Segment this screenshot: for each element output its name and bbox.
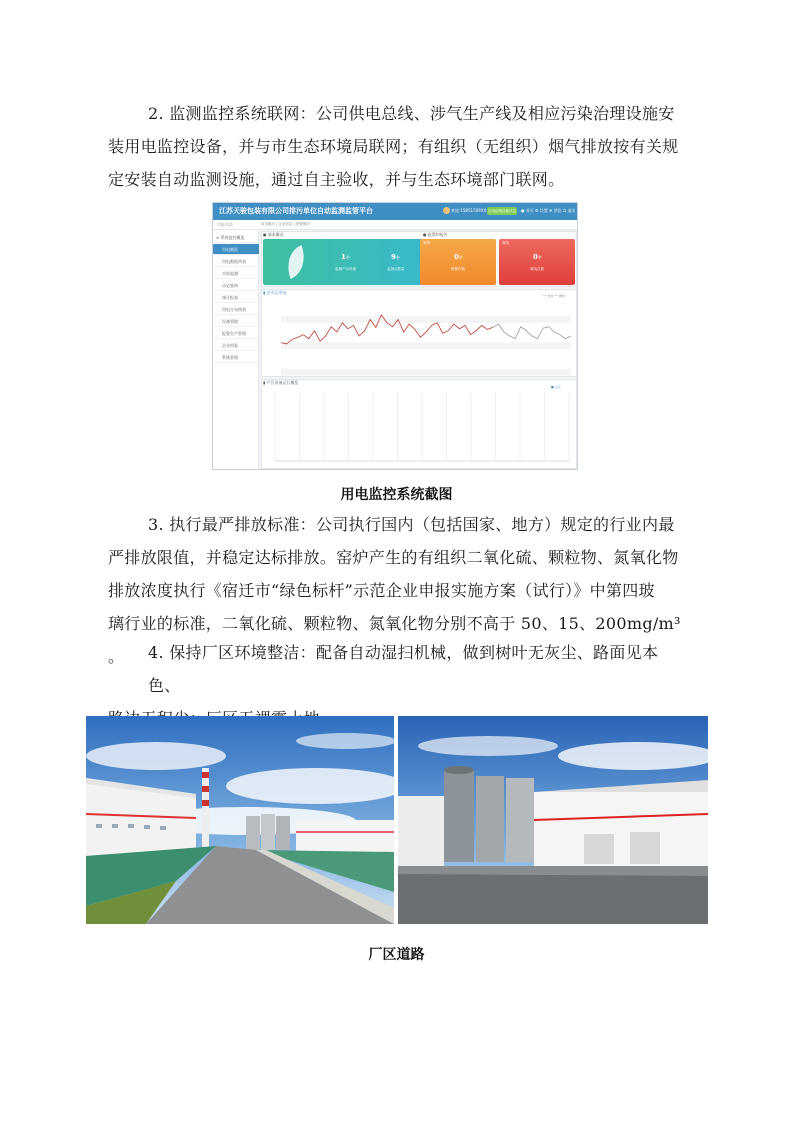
sidebar-item: 设备管理 (213, 316, 259, 327)
factory-road-photo-right (398, 716, 708, 924)
sidebar (213, 230, 259, 470)
chart-grid-band (281, 343, 571, 350)
text-line: 璃行业的标准，二氧化硫、颗粒物、氮氧化物分别不高于 50、15、200mg/m³ 。 (108, 614, 681, 666)
paragraph-monitoring (108, 97, 688, 196)
tab-bar: 用电概况 | 企业信息 | 报警概况 (261, 222, 310, 226)
alarm-card (420, 239, 496, 285)
chart-grid-band (281, 369, 571, 376)
card-value: 9个 (391, 253, 400, 261)
chart-grid-band (281, 356, 571, 363)
sidebar-item: 用电数据列表 (213, 256, 259, 267)
photo-caption: 厂区道路 (368, 947, 425, 963)
card-head: 报警 (423, 241, 430, 245)
facility-card (263, 239, 423, 285)
card-head: 离线 (502, 241, 509, 245)
sidebar-item: 企业档案 (213, 340, 259, 351)
user-label: 欢迎:15851509XX (451, 208, 487, 213)
sidebar-item: ≡ 系统监控概览 (213, 232, 259, 243)
sidebar-item: 系统管理 (213, 352, 259, 363)
equipment-grid-chart (261, 389, 577, 469)
text-line: 2. 监测监控系统联网：公司供电总线、涉气生产线及相应污染治理设施安 (148, 104, 675, 123)
card-label: 离线次数 (530, 267, 544, 271)
section-title-overview: ● 基本概况 (263, 232, 284, 237)
avatar (443, 207, 450, 214)
gear-icon: ⚙ 设置 (535, 208, 548, 213)
section-title-alarm: ● 报警和报告 (423, 232, 448, 237)
card-value: 1个 (341, 253, 350, 261)
status-button: 污染治理设施状态 (488, 209, 516, 213)
power-line-chart (261, 297, 577, 377)
card-label: 报警次数 (451, 267, 465, 271)
text-line: 严排放限值，并稳定达标排放。窑炉产生的有组织二氧化硫、颗粒物、氮氧化物 (108, 548, 679, 567)
platform-header (213, 203, 578, 220)
leaf-icon (281, 245, 311, 279)
sidebar-item-active: 用电概览 (213, 244, 259, 255)
platform-title: 江苏天骏包装有限公司排污单位自动监测监管平台 (219, 207, 373, 215)
sidebar-item: 统计报表 (213, 292, 259, 303)
card-label: 监测点数量 (387, 267, 405, 271)
breadcrumb-text: 功能列表 (217, 222, 233, 227)
text-line: 排放浓度执行《宿迁市“绿色标杆”示范企业申报实施方案（试行）》中第四玻 (108, 581, 655, 600)
card-value: 0个 (533, 253, 542, 261)
text-line: 3. 执行最严排放标准：公司执行国内（包括国家、地方）规定的行业内最 (148, 515, 675, 534)
monitoring-screenshot (212, 202, 578, 470)
chart-grid-band (281, 329, 571, 336)
card-label: 监测产污设施 (335, 267, 356, 271)
text-line: 4. 保持厂区环境整洁：配备自动湿扫机械，做到树叶无灰尘、路面见本色、 (148, 643, 659, 695)
factory-road-photo-left (86, 716, 394, 924)
chart-legend: ■ 运行 (551, 385, 561, 389)
chart-grid-band (281, 316, 571, 323)
mail-icon: ✉ 消息 (549, 208, 562, 213)
card-value: 0个 (454, 253, 463, 261)
offline-card (499, 239, 575, 285)
sidebar-item: 报警生产管理 (213, 328, 259, 339)
screenshot-caption: 用电监控系统截图 (340, 487, 453, 503)
home-icon: ● 首页 (521, 208, 534, 213)
sidebar-item: 用电分布图表 (213, 304, 259, 315)
chart-grid-band (281, 303, 571, 310)
text-line: 装用电监控设备，并与市生态环境局联网；有组织（无组织）烟气排放按有关规 (108, 137, 679, 156)
sidebar-item: 历史查询 (213, 280, 259, 291)
text-line: 定安装自动监测设施，通过自主验收，并与生态环境部门联网。 (108, 170, 565, 189)
chart-legend: ── 今日 ── 昨日 (543, 294, 566, 298)
power-icon: ⏻ 退出 (563, 208, 576, 213)
sidebar-item: 实时监测 (213, 268, 259, 279)
chart-title: ▮ 产污设备运行概览 (263, 380, 299, 385)
chart-title: ▮ 企业总用电 (263, 290, 287, 295)
